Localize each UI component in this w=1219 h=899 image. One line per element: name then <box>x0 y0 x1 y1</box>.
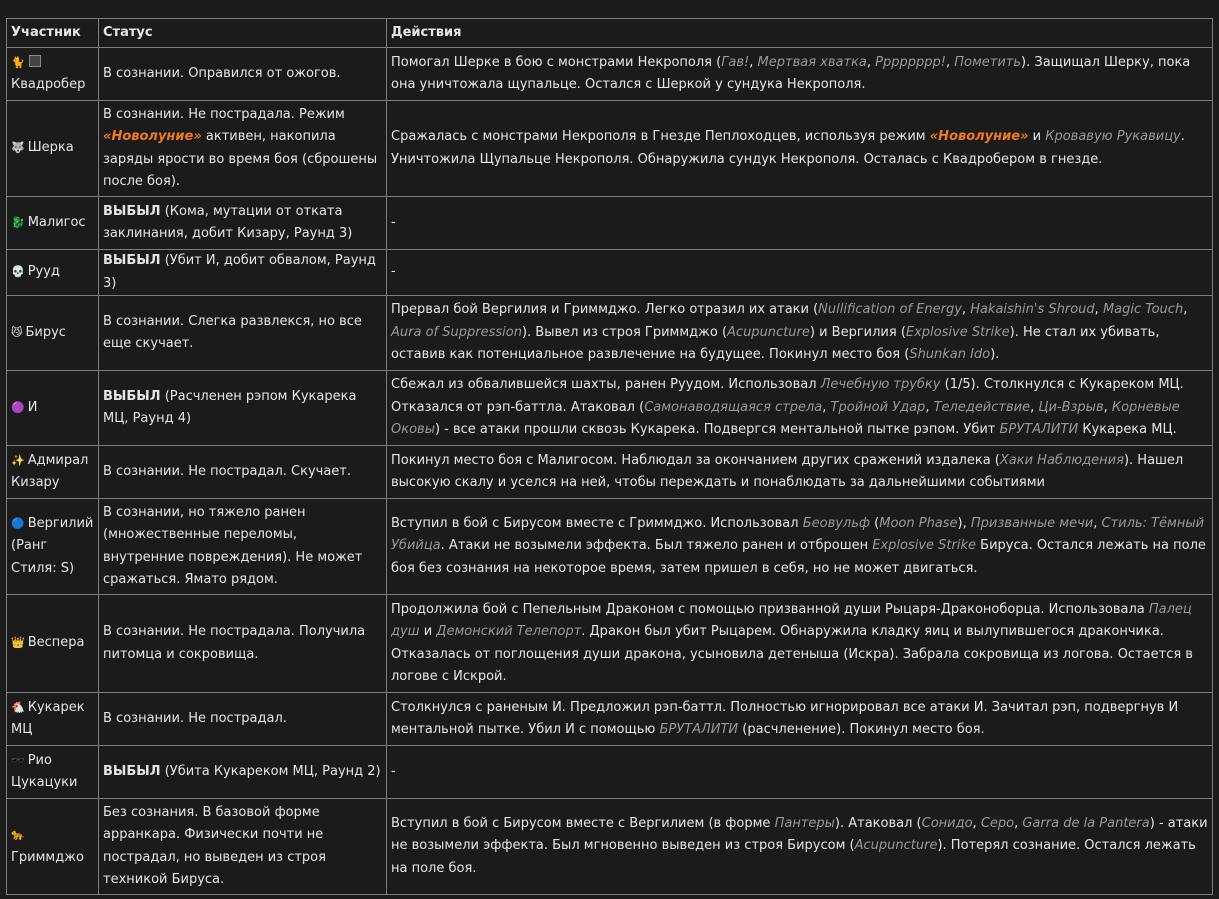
status-cell <box>99 48 387 101</box>
participant-emoji-icon: 🐆 <box>11 828 25 841</box>
participant-cell <box>7 371 99 446</box>
skill-name: Мертвая хватка <box>757 54 867 70</box>
actions-text: , <box>1103 399 1112 415</box>
participant-name: Рио Цукацуки <box>11 752 78 790</box>
actions-text: , <box>945 54 955 70</box>
participant-cell <box>7 746 99 799</box>
skill-name: Acupuncture <box>854 838 938 854</box>
square-icon <box>29 55 41 67</box>
table-row <box>7 799 1213 895</box>
actions-text: , <box>822 399 831 415</box>
table-row <box>7 371 1213 446</box>
skill-name: Ци-Взрыв <box>1038 399 1104 415</box>
actions-text: ). Не стал их убивать, оставив как потенциальное развлечение на будущее. Покинул место боя ( <box>391 324 1160 363</box>
participant-cell <box>7 693 99 746</box>
participant-cell <box>7 250 99 296</box>
eliminated-label: ВЫБЫЛ <box>103 388 161 404</box>
actions-text: ). Защищал Шерку, пока она уничтожала щупальце. Остался с Шеркой у сундука Некрополя. <box>391 54 1191 92</box>
status-cell <box>99 296 387 371</box>
actions-text: ) и Вергилия ( <box>809 324 906 340</box>
actions-cell <box>387 197 1213 250</box>
actions-text: (расчленение). Покинул место боя. <box>738 722 985 737</box>
status-text: В сознании. Не пострадал. Скучает. <box>103 463 351 479</box>
participant-name: Бирус <box>25 324 66 340</box>
skill-name: Кровавую Рукавицу <box>1045 129 1181 144</box>
actions-text: , <box>961 302 971 318</box>
status-cell <box>99 595 387 693</box>
skill-name: «Новолуние» <box>929 129 1029 144</box>
skill-name: БРУТАЛИТИ <box>659 722 739 737</box>
actions-text: , <box>749 54 758 70</box>
skill-name: Беовульф <box>802 515 871 531</box>
skill-name: Shunkan Ido <box>909 347 991 363</box>
actions-text: , <box>925 399 934 415</box>
skill-name: Сонидо <box>921 815 973 831</box>
actions-text: Помогал Шерке в бою с монстрами Некрополя ( <box>391 54 722 70</box>
status-text: В сознании, но тяжело ранен (множественные переломы, внутренние повреждения). Не может сражаться. Ямато рядом. <box>103 504 363 587</box>
table-row <box>7 48 1213 101</box>
status-text: В сознании. Не пострадала. Получила питомца и сокровища. <box>103 624 366 662</box>
skill-name: Лечебную трубку <box>820 377 941 393</box>
participant-emoji-icon: ✨ <box>11 453 25 467</box>
actions-text: Сражалась с монстрами Некрополя в Гнезде Пеплоходцев, используя режим <box>391 129 930 144</box>
eliminated-label: ВЫБЫЛ <box>103 203 161 219</box>
actions-text: - <box>391 763 396 779</box>
participant-name: И <box>27 399 38 415</box>
status-cell <box>99 799 387 895</box>
actions-cell <box>387 101 1213 197</box>
participant-emoji-icon: 🐔 <box>11 700 25 714</box>
actions-text: Столкнулся с раненым И. Предложил рэп-баттл. Полностью игнорировал все атаки И. Зачитал рэп, подвергнув И ментальной пытке. Убил И с помощью <box>391 699 1179 737</box>
skill-name: Explosive Strike <box>905 324 1010 340</box>
status-text: В сознании. Не пострадал. <box>103 710 287 726</box>
status-cell <box>99 250 387 296</box>
skill-name: Hakaishin's Shroud <box>970 302 1095 318</box>
actions-text: , <box>1183 302 1188 318</box>
participant-name: Адмирал Кизару <box>11 452 89 490</box>
actions-text: ). Нашел высокую скалу и уселся на ней, чтобы переждать и понаблюдать за дальнейшими событиями <box>391 452 1184 490</box>
table-row <box>7 499 1213 595</box>
participant-emoji-icon: 🔵 <box>11 516 25 530</box>
actions-text: и <box>419 624 437 639</box>
skill-name: Самонаводящаяся стрела <box>644 399 823 415</box>
table-header-row <box>7 19 1213 48</box>
skill-name: БРУТАЛИТИ <box>999 422 1079 438</box>
status-text: В сознании. Не пострадала. Режим <box>103 106 345 122</box>
skill-name: Пантеры <box>774 815 835 831</box>
table-row <box>7 101 1213 197</box>
actions-text: , <box>1014 815 1023 831</box>
status-text: (Убит И, добит обвалом, Раунд 3) <box>103 253 376 291</box>
participant-emoji-icon: 🟣 <box>11 400 25 414</box>
actions-cell <box>387 48 1213 101</box>
actions-text: ), <box>957 515 971 531</box>
actions-text: - <box>391 264 396 280</box>
skill-name: Призванные мечи <box>970 515 1094 531</box>
actions-text: . Уничтожила Щупальце Некрополя. Обнаружила сундук Некрополя. Осталась с Квадробером в гнезде. <box>391 129 1185 167</box>
participant-name: Веспера <box>27 635 85 651</box>
actions-text: Вступил в бой с Бирусом вместе с Вергилием (в форме <box>391 815 775 831</box>
actions-cell <box>387 799 1213 895</box>
skill-name: Moon Phase <box>879 515 958 531</box>
actions-cell <box>387 693 1213 746</box>
actions-text: . Атаки не возымели эффекта. Был тяжело ранен и отброшен <box>440 538 873 554</box>
status-cell <box>99 499 387 595</box>
participant-emoji-icon: 🕶️ <box>11 753 25 767</box>
actions-text: ) - атаки не возымели эффекта. Был мгновенно выведен из строя Бирусом ( <box>391 815 1208 854</box>
participant-cell <box>7 296 99 371</box>
table-row <box>7 746 1213 799</box>
participant-name: Квадробер <box>11 77 86 92</box>
skill-name: Nullification of Energy <box>818 302 962 318</box>
skill-name: Стиль: Тёмный Убийца <box>391 515 1205 554</box>
actions-text: Бируса. Остался лежать на поле боя без сознания на некоторое время, затем пришел в себя, но не может двигаться. <box>391 538 1206 576</box>
participant-cell <box>7 48 99 101</box>
actions-text: ). Вывел из строя Гриммджо ( <box>521 324 728 340</box>
eliminated-label: ВЫБЫЛ <box>103 253 161 268</box>
participant-name: Малигос <box>27 214 86 230</box>
actions-text: , <box>866 54 876 70</box>
table-row <box>7 197 1213 250</box>
participant-name: Кукарек МЦ <box>11 699 85 737</box>
skill-name: Палец душ <box>391 601 1192 639</box>
status-cell <box>99 371 387 446</box>
header-participant: Участник <box>7 19 99 48</box>
actions-cell <box>387 296 1213 371</box>
actions-text: Продолжила бой с Пепельным Драконом с помощью призванной души Рыцаря-Драконоборца. Использовала <box>391 601 1149 617</box>
status-text: активен, накопила заряды ярости во время боя (сброшены после боя). <box>103 129 378 189</box>
status-text: Без сознания. В базовой форме арранкара. Физически почти не пострадал, но выведен из строя техникой Бируса. <box>103 804 326 887</box>
status-text: (Убита Кукареком МЦ, Раунд 2) <box>160 763 381 779</box>
actions-text: Кукарека МЦ. <box>1078 422 1177 438</box>
status-text: (Кома, мутации от отката заклинания, добит Кизару, Раунд 3) <box>103 203 353 241</box>
status-text: В сознании. Слегка развлекся, но все еще скучает. <box>103 313 362 351</box>
actions-text: ). <box>990 347 1000 363</box>
participant-cell <box>7 499 99 595</box>
participant-emoji-icon: 🐈 <box>11 55 25 69</box>
skill-name: Acupuncture <box>727 324 810 340</box>
actions-cell <box>387 446 1213 499</box>
table-row <box>7 446 1213 499</box>
participant-cell <box>7 799 99 895</box>
status-cell <box>99 197 387 250</box>
table-body <box>7 48 1213 895</box>
skill-name: Garra de la Pantera <box>1022 815 1150 831</box>
actions-text: , <box>972 815 981 831</box>
eliminated-label: ВЫБЫЛ <box>103 763 161 779</box>
table-row <box>7 595 1213 693</box>
actions-cell <box>387 746 1213 799</box>
status-cell <box>99 746 387 799</box>
actions-text: Прервал бой Вергилия и Гриммджо. Легко отразил их атаки ( <box>391 302 819 318</box>
actions-text: (1/5). Столкнулся с Кукареком МЦ. Отказался от рэп-баттла. Атаковал ( <box>391 377 1184 415</box>
skill-name: Пометить <box>954 54 1022 70</box>
header-actions: Действия <box>387 19 1213 48</box>
skill-name: Хаки Наблюдения <box>999 452 1124 468</box>
actions-text: и <box>1028 129 1046 144</box>
actions-text: ). Потерял сознание. Остался лежать на поле боя. <box>391 838 1196 876</box>
actions-cell <box>387 499 1213 595</box>
participant-emoji-icon: 👑 <box>11 636 25 650</box>
actions-text: Сбежал из обвалившейся шахты, ранен Руудом. Использовал <box>391 377 821 393</box>
table-row <box>7 296 1213 371</box>
participant-name: Рууд <box>27 264 60 280</box>
status-text: В сознании. Оправился от ожогов. <box>103 65 341 81</box>
table-row <box>7 250 1213 296</box>
status-cell <box>99 693 387 746</box>
skill-name: Magic Touch <box>1102 302 1184 318</box>
actions-text: Вступил в бой с Бирусом вместе с Гриммджо. Использовал <box>391 515 803 531</box>
actions-text: ) - все атаки прошли сквозь Кукарека. Подвергся ментальной пытке рэпом. Убит <box>434 422 1000 438</box>
status-text: (Расчленен рэпом Кукарека МЦ, Раунд 4) <box>103 388 357 426</box>
participant-emoji-icon: 😼 <box>11 325 23 339</box>
participant-emoji-icon: 🐺 <box>11 141 25 155</box>
participant-cell <box>7 595 99 693</box>
participant-cell <box>7 197 99 250</box>
skill-name: Демонский Телепорт <box>436 624 582 639</box>
participant-name: Шерка <box>27 140 74 156</box>
participant-emoji-icon: 💀 <box>11 265 25 279</box>
table-row <box>7 693 1213 746</box>
actions-cell <box>387 371 1213 446</box>
skill-name: Explosive Strike <box>872 538 977 554</box>
participant-name: Вергилий (Ранг Стиля: S) <box>11 515 94 576</box>
actions-text: Покинул место боя с Малигосом. Наблюдал за окончанием других сражений издалека ( <box>391 452 1000 468</box>
skill-name: Тройной Удар <box>830 399 926 415</box>
participant-name: Гриммджо <box>11 849 84 865</box>
actions-text: , <box>1030 399 1039 415</box>
participant-cell <box>7 101 99 197</box>
skill-name: Рррррррр! <box>875 54 946 70</box>
skill-name: Теледействие <box>933 399 1031 415</box>
actions-cell <box>387 250 1213 296</box>
participants-table <box>6 18 1213 895</box>
skill-name: «Новолуние» <box>103 129 202 144</box>
actions-text: . Дракон был убит Рыцарем. Обнаружила кладку яиц и вылупившегося дракончика. Отказалась от поглощения души дракона, усыновила детеныша (Искра). Забрала сокровища из логова. Остается в логове с Искрой. <box>391 624 1193 684</box>
status-cell <box>99 101 387 197</box>
actions-text: , <box>1094 302 1103 318</box>
actions-text: , <box>1093 515 1102 531</box>
skill-name: Серо <box>980 815 1015 831</box>
skill-name: Aura of Suppression <box>391 324 522 340</box>
skill-name: Корневые Оковы <box>391 399 1180 438</box>
actions-cell <box>387 595 1213 693</box>
participant-emoji-icon: 🐉 <box>11 215 25 229</box>
actions-text: - <box>391 214 396 230</box>
actions-text: ( <box>870 515 880 531</box>
header-status: Статус <box>99 19 387 48</box>
participant-cell <box>7 446 99 499</box>
skill-name: Гав! <box>721 54 750 70</box>
actions-text: ). Атаковал ( <box>834 815 922 831</box>
status-cell <box>99 446 387 499</box>
